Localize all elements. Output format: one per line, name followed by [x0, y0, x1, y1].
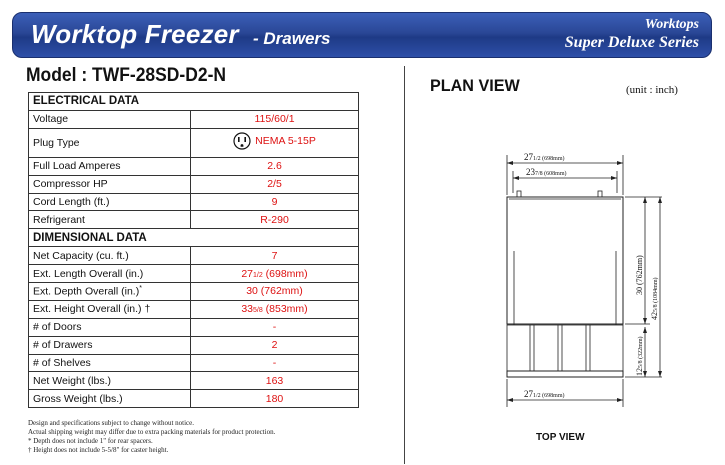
table-row — [29, 372, 359, 390]
row-label: # of Drawers — [29, 336, 191, 354]
row-value: 7 — [191, 247, 359, 265]
dim-top-outer: 271/2 (698mm) — [524, 152, 565, 162]
page-title: Worktop Freezer — [31, 19, 239, 49]
row-value: - — [191, 354, 359, 372]
row-value: 2.6 — [191, 157, 359, 175]
row-value: 9 — [191, 193, 359, 211]
row-value: - — [191, 318, 359, 336]
row-value: R-290 — [191, 211, 359, 229]
value-whole: 33 — [241, 303, 253, 316]
value-fraction: 5/8 — [253, 307, 263, 315]
plug-type-value: NEMA 5-15P — [255, 135, 316, 148]
table-row — [29, 283, 359, 301]
value-metric: (853mm) — [262, 303, 308, 316]
dim-total-depth: 425/8 (1084mm) — [650, 277, 659, 320]
table-row — [29, 110, 359, 128]
table-row — [29, 175, 359, 193]
footnote: Design and specifications subject to change without notice. — [28, 419, 195, 427]
series-category: Worktops — [644, 17, 699, 32]
unit-note: (unit : inch) — [626, 84, 678, 96]
plug-outlet-icon — [233, 132, 251, 150]
table-row — [29, 247, 359, 265]
row-label: # of Doors — [29, 318, 191, 336]
table-row — [29, 354, 359, 372]
row-label: # of Shelves — [29, 354, 191, 372]
table-row — [29, 300, 359, 318]
row-label: Voltage — [29, 110, 191, 128]
row-value — [191, 128, 359, 157]
row-value: 180 — [191, 390, 359, 408]
table-row — [29, 211, 359, 229]
row-label — [29, 283, 191, 301]
footnote: Actual shipping weight may differ due to extra packing materials for product protection. — [28, 428, 276, 436]
dim-drawer: 125/8 (322mm) — [635, 336, 644, 376]
dim-top-inner: 237/8 (608mm) — [526, 167, 567, 177]
table-row — [29, 193, 359, 211]
table-row — [29, 128, 359, 157]
footnote: † Height does not include 5-5/8" for caster height. — [28, 446, 169, 454]
model-number: Model : TWF-28SD-D2-N — [26, 65, 227, 86]
series-name: Super Deluxe Series — [564, 34, 699, 51]
section-header-electrical — [29, 93, 359, 111]
page-subtitle: - Drawers — [253, 29, 331, 48]
top-view-label: TOP VIEW — [536, 432, 585, 443]
row-label: Refrigerant — [29, 211, 191, 229]
plan-view-title: PLAN VIEW — [430, 76, 520, 95]
row-value — [191, 265, 359, 283]
table-row — [29, 336, 359, 354]
section-title: DIMENSIONAL DATA — [29, 229, 359, 247]
row-label: Ext. Length Overall (in.) — [29, 265, 191, 283]
row-label: Plug Type — [29, 128, 191, 157]
section-title: ELECTRICAL DATA — [29, 93, 359, 111]
section-header-dimensional — [29, 229, 359, 247]
dim-depth: 30 (762mm) — [635, 255, 644, 295]
footnotes — [28, 419, 275, 455]
row-label: Net Capacity (cu. ft.) — [29, 247, 191, 265]
footnote-mark: * — [139, 285, 142, 293]
value-metric: (698mm) — [262, 267, 308, 280]
value-fraction: 1/2 — [253, 271, 263, 279]
table-row — [29, 390, 359, 408]
row-value: 115/60/1 — [191, 110, 359, 128]
row-label: Compressor HP — [29, 175, 191, 193]
row-value: 163 — [191, 372, 359, 390]
footnote: * Depth does not include 1" for rear spacers. — [28, 437, 153, 445]
row-label: Full Load Amperes — [29, 157, 191, 175]
table-row — [29, 318, 359, 336]
value-whole: 27 — [241, 267, 253, 280]
label-text: Ext. Depth Overall (in.) — [33, 285, 140, 298]
row-label — [29, 300, 191, 318]
row-value: 30 (762mm) — [191, 283, 359, 301]
row-label: Cord Length (ft.) — [29, 193, 191, 211]
spec-table — [28, 92, 359, 408]
row-label: Net Weight (lbs.) — [29, 372, 191, 390]
row-value: 2/5 — [191, 175, 359, 193]
column-divider — [404, 66, 405, 464]
table-row — [29, 265, 359, 283]
row-value — [191, 300, 359, 318]
header-banner — [12, 12, 712, 58]
row-label: Gross Weight (lbs.) — [29, 390, 191, 408]
label-text: Ext. Height Overall (in.) — [33, 303, 142, 316]
dim-bottom: 271/2 (698mm) — [524, 389, 565, 399]
plan-view-drawing — [480, 145, 700, 415]
table-row — [29, 157, 359, 175]
row-value: 2 — [191, 336, 359, 354]
footnote-mark: † — [144, 303, 151, 316]
